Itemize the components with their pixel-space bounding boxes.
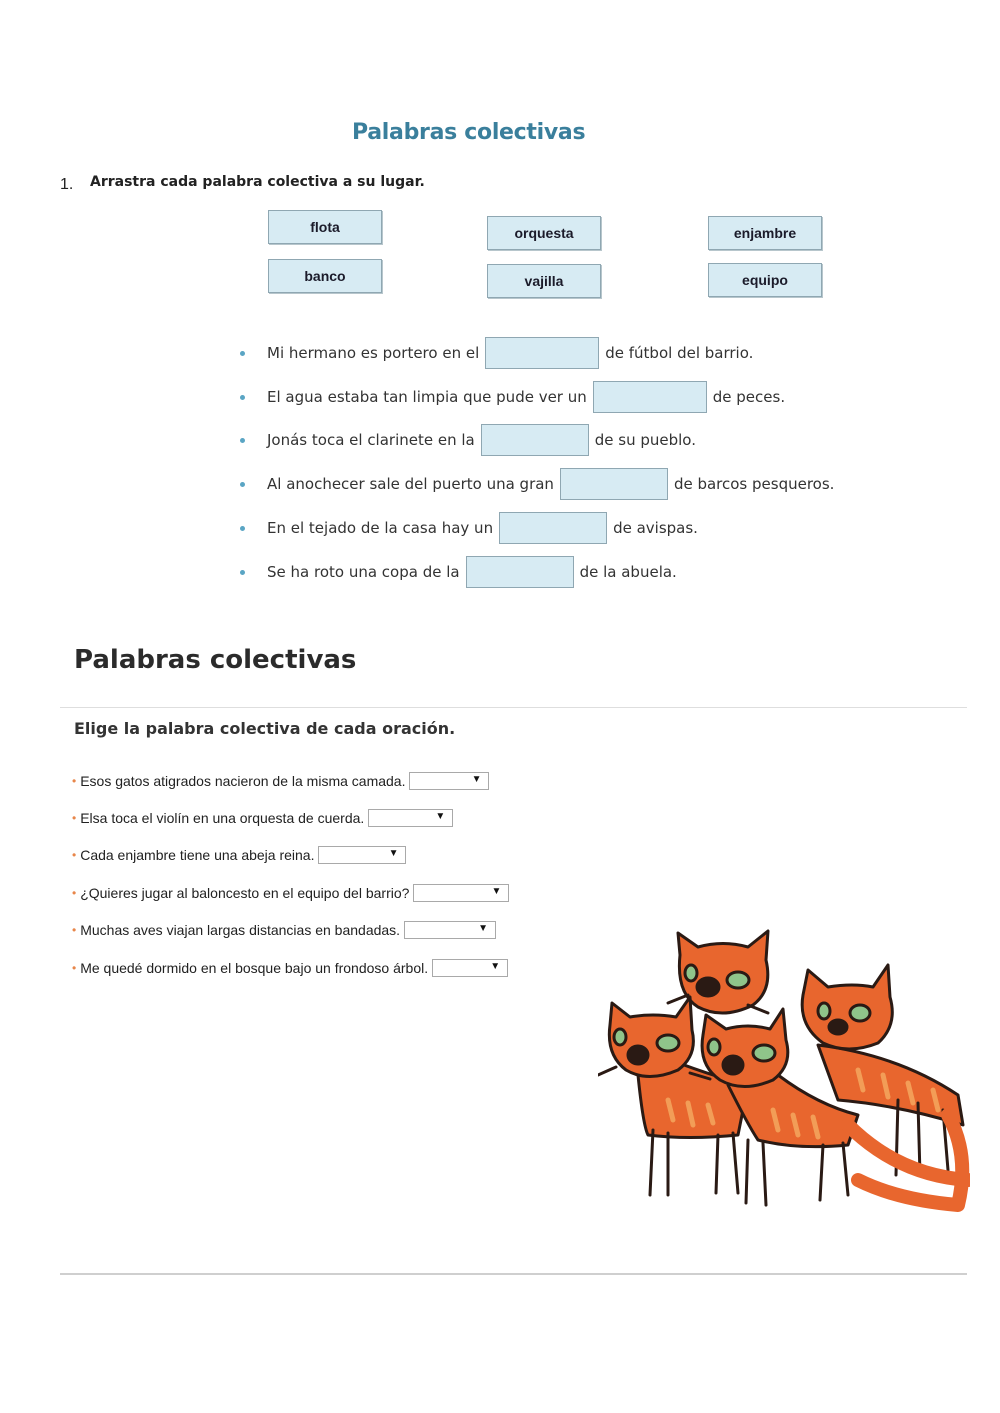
bullet-icon: [240, 438, 245, 443]
word-tile-flota[interactable]: flota: [268, 210, 382, 244]
bullet-icon: [240, 395, 245, 400]
word-tile-equipo[interactable]: equipo: [708, 263, 822, 297]
sentence-before: Mi hermano es portero en el: [267, 344, 480, 362]
sentence-text: Esos gatos atigrados nacieron de la misma camada.: [80, 773, 406, 789]
select-sentence: [72, 807, 453, 829]
word-tile-enjambre[interactable]: enjambre: [708, 216, 822, 250]
sentence-text: ¿Quieres jugar al baloncesto en el equipo del barrio?: [80, 885, 410, 901]
sentence-after: de barcos pesqueros.: [673, 475, 835, 493]
sentence-before: Jonás toca el clarinete en la: [267, 431, 475, 449]
dropdown-arrow-icon: ▼: [388, 848, 399, 859]
answer-dropdown[interactable]: [368, 809, 453, 827]
dropdown-arrow-icon: ▼: [490, 961, 501, 972]
bullet-icon: [240, 351, 245, 356]
cat-front-left: [598, 997, 748, 1195]
answer-dropdown[interactable]: [413, 884, 509, 902]
sentence-after: de peces.: [712, 388, 786, 406]
drag-sentence: [240, 511, 698, 545]
answer-dropdown[interactable]: [432, 959, 508, 977]
drag-sentence: [240, 555, 677, 589]
divider: [60, 707, 967, 708]
bullet-icon: [240, 482, 245, 487]
bullet-icon: •: [72, 774, 77, 788]
sentence-text: Cada enjambre tiene una abeja reina.: [80, 847, 315, 863]
sentence-text: Elsa toca el violín en una orquesta de cuerda.: [80, 810, 365, 826]
sentence-before: El agua estaba tan limpia que pude ver un: [267, 388, 587, 406]
drop-target[interactable]: [485, 337, 599, 369]
exercise-1-title: Palabras colectivas: [352, 120, 586, 145]
bullet-icon: •: [72, 923, 77, 937]
word-tile-banco[interactable]: banco: [268, 259, 382, 293]
question-number: 1.: [60, 176, 74, 193]
answer-dropdown[interactable]: [409, 772, 489, 790]
exercise-2-title: Palabras colectivas: [74, 645, 357, 675]
bullet-icon: •: [72, 961, 77, 975]
drag-sentence: [240, 423, 696, 457]
tabby-cats-illustration: [598, 925, 970, 1215]
bullet-icon: •: [72, 811, 77, 825]
bullet-icon: [240, 570, 245, 575]
word-tile-vajilla[interactable]: vajilla: [487, 264, 601, 298]
answer-dropdown[interactable]: [404, 921, 496, 939]
exercise-2-instruction: Elige la palabra colectiva de cada oración.: [74, 719, 456, 738]
sentence-after: de su pueblo.: [594, 431, 696, 449]
drop-target[interactable]: [466, 556, 574, 588]
drop-target[interactable]: [499, 512, 607, 544]
sentence-after: de la abuela.: [579, 563, 677, 581]
bullet-icon: [240, 526, 245, 531]
exercise-1-instruction: Arrastra cada palabra colectiva a su lugar.: [90, 174, 425, 190]
sentence-before: Se ha roto una copa de la: [267, 563, 460, 581]
drop-target[interactable]: [560, 468, 668, 500]
select-sentence: [72, 919, 496, 941]
sentence-before: Al anochecer sale del puerto una gran: [267, 475, 554, 493]
drag-sentence: [240, 467, 834, 501]
drop-target[interactable]: [481, 424, 589, 456]
drag-sentence: [240, 380, 785, 414]
answer-dropdown[interactable]: [318, 846, 406, 864]
select-sentence: [72, 770, 489, 792]
select-sentence: [72, 882, 509, 904]
select-sentence: [72, 957, 508, 979]
drag-sentence: [240, 336, 753, 370]
sentence-before: En el tejado de la casa hay un: [267, 519, 494, 537]
sentence-text: Me quedé dormido en el bosque bajo un frondoso árbol.: [80, 960, 429, 976]
bullet-icon: •: [72, 848, 77, 862]
sentence-text: Muchas aves viajan largas distancias en bandadas.: [80, 922, 401, 938]
bullet-icon: •: [72, 886, 77, 900]
dropdown-arrow-icon: ▼: [435, 811, 446, 822]
drop-target[interactable]: [593, 381, 707, 413]
sentence-after: de fútbol del barrio.: [605, 344, 754, 362]
word-tile-orquesta[interactable]: orquesta: [487, 216, 601, 250]
dropdown-arrow-icon: ▼: [491, 886, 502, 897]
cat-top: [668, 931, 768, 1013]
dropdown-arrow-icon: ▼: [471, 774, 482, 785]
sentence-after: de avispas.: [613, 519, 698, 537]
dropdown-arrow-icon: ▼: [478, 923, 489, 934]
divider: [60, 1273, 967, 1275]
select-sentence: [72, 844, 406, 866]
